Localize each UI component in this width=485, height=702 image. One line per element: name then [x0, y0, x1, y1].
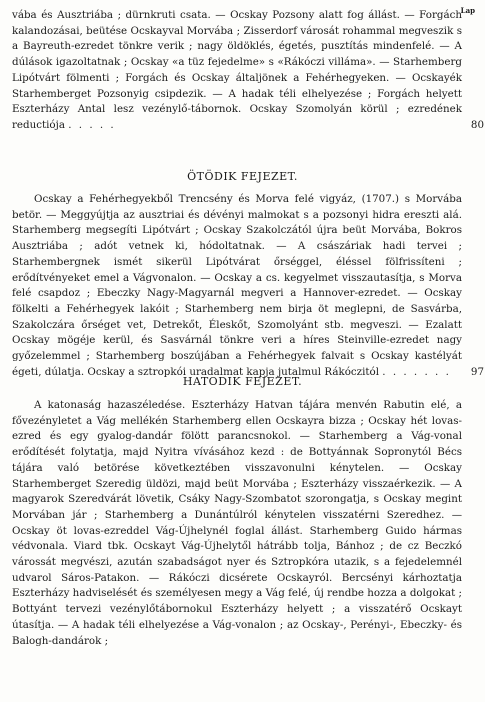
corner-label: Lap — [460, 6, 475, 15]
page-number: 97 — [470, 365, 484, 378]
page-number: 80 — [470, 118, 484, 131]
dot-leaders: . . . . . . . — [382, 365, 451, 378]
chapter-heading-5: ÖTÖDIK FEJEZET. — [187, 170, 298, 183]
dot-leaders: . . . . . — [68, 118, 116, 131]
chapter-summary-2 — [12, 192, 484, 380]
summary-text: vába és Ausztriába ; dürnkruti csata. — Ocskay Pozsony alatt fog állást. — Forgách kalandozásai, beütése Ocskayval Morvába ; Zisserdorf városát rohammal megveszik s a Bayreuth-ezredet tönkre verik ; nagy öldöklés, égetés, pusztítás mindenfelé. — A dúlások igazoltatnak ; Ocskay «a tüz fejedelme» s «Rákóczi villáma». — Starhemberg Lipótvárt fölmenti ; Forgách és Ocskay általjönek a Fehérhegyeken. — Ocskayék Starhemberget Pozsonyig csipdezik. — A hadak téli elhelyezése ; Forgách helyett Eszterházy Antal lesz vezénylő-tábornok. Ocskay Szomolyán körül ; ezredének reductiója — [12, 9, 462, 131]
summary-text: A katonaság hazaszéledése. Eszterházy Hatvan tájára menvén Rabutin elé, a fővezényletet a Vág mellékén Starhemberg ellen Ocskayra bizza ; Ocskay hét lovas-ezred és egy gyalog-dandár fölött parancsnokol. — Starhemberg a Vág-vonal erődítését folytatja, majd Nyitra vívásához kezd : de Bottyánnak Sopronytól Bécs tájára való betörése következtében visszavonulni kénytelen. — Ocskay Starhemberget Szeredig üldözi, majd beüt Morvába ; Eszterházy visszaérkezik. — A magyarok Szeredvárát lövetik, Csáky Nagy-Szombatot szorongatja, s Ocskay megint Morvában jár ; Starhemberg a Dunántúlról kénytelen visszatérni Szeredhez. — Ocskay öt lovas-ezreddel Vág-Újhelynél foglal állást. Starhemberg Guido hármas védvonala. Viard tbk. Ocskayt Vág-Újhelytől hátrább tolja, Bánhoz ; de cz Beczkó várossát megvészi, azután szabadságot nyer és Sztropkóra utazik, s a fejedelemnél udvarol Sáros-Patakon. — Rákóczi dicsérete Ocskayról. Bercsényi kárhoztatja Eszterházy hadviselését és személyesen megy a Vág felé, új rendbe hozza a dolgokat ; Bottyánt tervezi vezénylőtábornokul Eszterházy helyett ; a visszatérő Ocskayt útasítja. — A hadak téli elhelyezése a Vág-vonalon ; az Ocskay-, Perényi-, Ebeczky- és Balogh-dandárok ; — [12, 399, 462, 647]
chapter-summary-3 — [12, 398, 462, 649]
chapter-heading-6: HATODIK FEJEZET. — [182, 375, 303, 388]
summary-text: Ocskay a Fehérhegyekből Trencsény és Morva felé vigyáz, (1707.) s Morvába betör. — Meggyújtja az ausztriai és dévényi malmokat s a pozsonyi hidra ereszti alá. Starhemberg megsegíti Lipótvárt ; Ocskay Szakolczától újra beüt Morvába, Bokros Ausztriába ; adót vetnek ki, hódoltatnak. — A császáriak hadi tervei ; Starhembergnek ismét sikerül Lipótvárat őrséggel, éléssel fölfrissíteni ; erődítvényeket emel a Vágvonalon. — Ocskay a cs. kegyelmet visszautasítja, s Morva felé csapdoz ; Ebeczky Nagy-Magyarnál megveri a Hannover-ezredet. — Ocskay fölkelti a Fehérhegyek lakóit ; Starhemberg nem birja öt meglepni, de Sasvárba, Szakolczára őrséget vet, Detrekőt, Éleskőt, Szomolyánt stb. megveszi. — Ezalatt Ocskay mögéje kerül, és Sasvárnál tönkre veri a híres Steinville-ezredet nagy győzelemmel ; Starhemberg boszújában a Fehérhegyek falvait s Ocskay kastélyát égeti, dúlatja. Ocskay a sztropkói uradalmat kapja jutalmul Rákóczitól — [12, 193, 462, 378]
